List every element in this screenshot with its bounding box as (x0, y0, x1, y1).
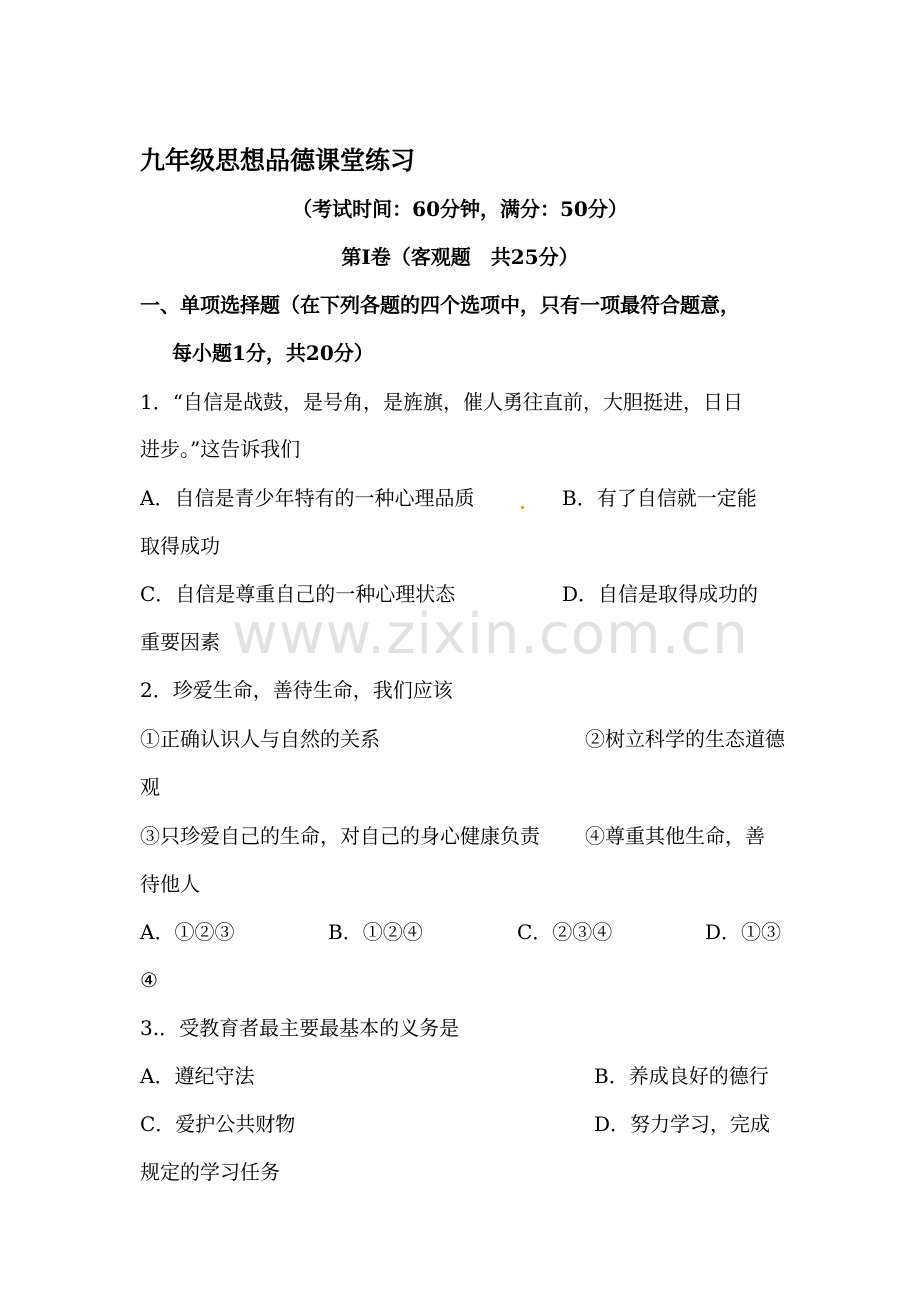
q2-item-4: ④尊重其他生命，善 (585, 824, 765, 848)
watermark: www.zixin.com.cn (232, 602, 749, 667)
q2-item-2-cont: 观 (140, 775, 160, 799)
exam-info: （考试时间：60分钟，满分：50分） (292, 197, 628, 221)
q1-option-b-cont: 取得成功 (140, 534, 220, 558)
q2-option-c: C．②③④ (517, 920, 613, 944)
q1-option-a: A．自信是青少年特有的一种心理品质 (140, 486, 475, 510)
q3-stem: 3.．受教育者最主要最基本的义务是 (140, 1016, 460, 1040)
q1-option-d-cont: 重要因素 (140, 630, 220, 654)
q2-item-1: ①正确认识人与自然的关系 (140, 727, 380, 751)
q2-option-b: B．①②④ (328, 920, 423, 944)
q2-option-d: D．①③ (705, 920, 782, 944)
q3-option-c: C．爱护公共财物 (140, 1112, 296, 1136)
q1-option-d: D．自信是取得成功的 (562, 582, 759, 606)
document-title: 九年级思想品德课堂练习 (140, 146, 416, 175)
q1-option-c: C．自信是尊重自己的一种心理状态 (140, 582, 456, 606)
q2-option-d-cont: ④ (140, 968, 158, 992)
q2-stem: 2．珍爱生命，善待生命，我们应该 (140, 678, 453, 702)
part-one-heading: 一、单项选择题（在下列各题的四个选项中，只有一项最符合题意， (140, 293, 740, 317)
q2-item-4-cont: 待他人 (140, 872, 200, 896)
stray-mark (521, 506, 524, 509)
section-header: 第Ⅰ卷（客观题 共25分） (341, 245, 579, 269)
q3-option-b: B．养成良好的德行 (594, 1064, 769, 1088)
q2-item-2: ②树立科学的生态道德 (585, 727, 785, 751)
q2-item-3: ③只珍爱自己的生命，对自己的身心健康负责 (140, 824, 540, 848)
q3-option-a: A．遵纪守法 (140, 1064, 255, 1088)
q3-option-d: D．努力学习，完成 (594, 1112, 771, 1136)
q3-option-d-cont: 规定的学习任务 (140, 1160, 280, 1184)
q1-stem: 1．“自信是战鼓，是号角，是旌旗，催人勇往直前，大胆挺进，日日 (140, 390, 743, 414)
q1-option-b: B．有了自信就一定能 (562, 486, 757, 510)
part-one-heading-cont: 每小题1分，共20分） (172, 341, 374, 365)
q2-option-a: A．①②③ (140, 920, 235, 944)
q1-stem-cont: 进步。”这告诉我们 (140, 437, 301, 461)
